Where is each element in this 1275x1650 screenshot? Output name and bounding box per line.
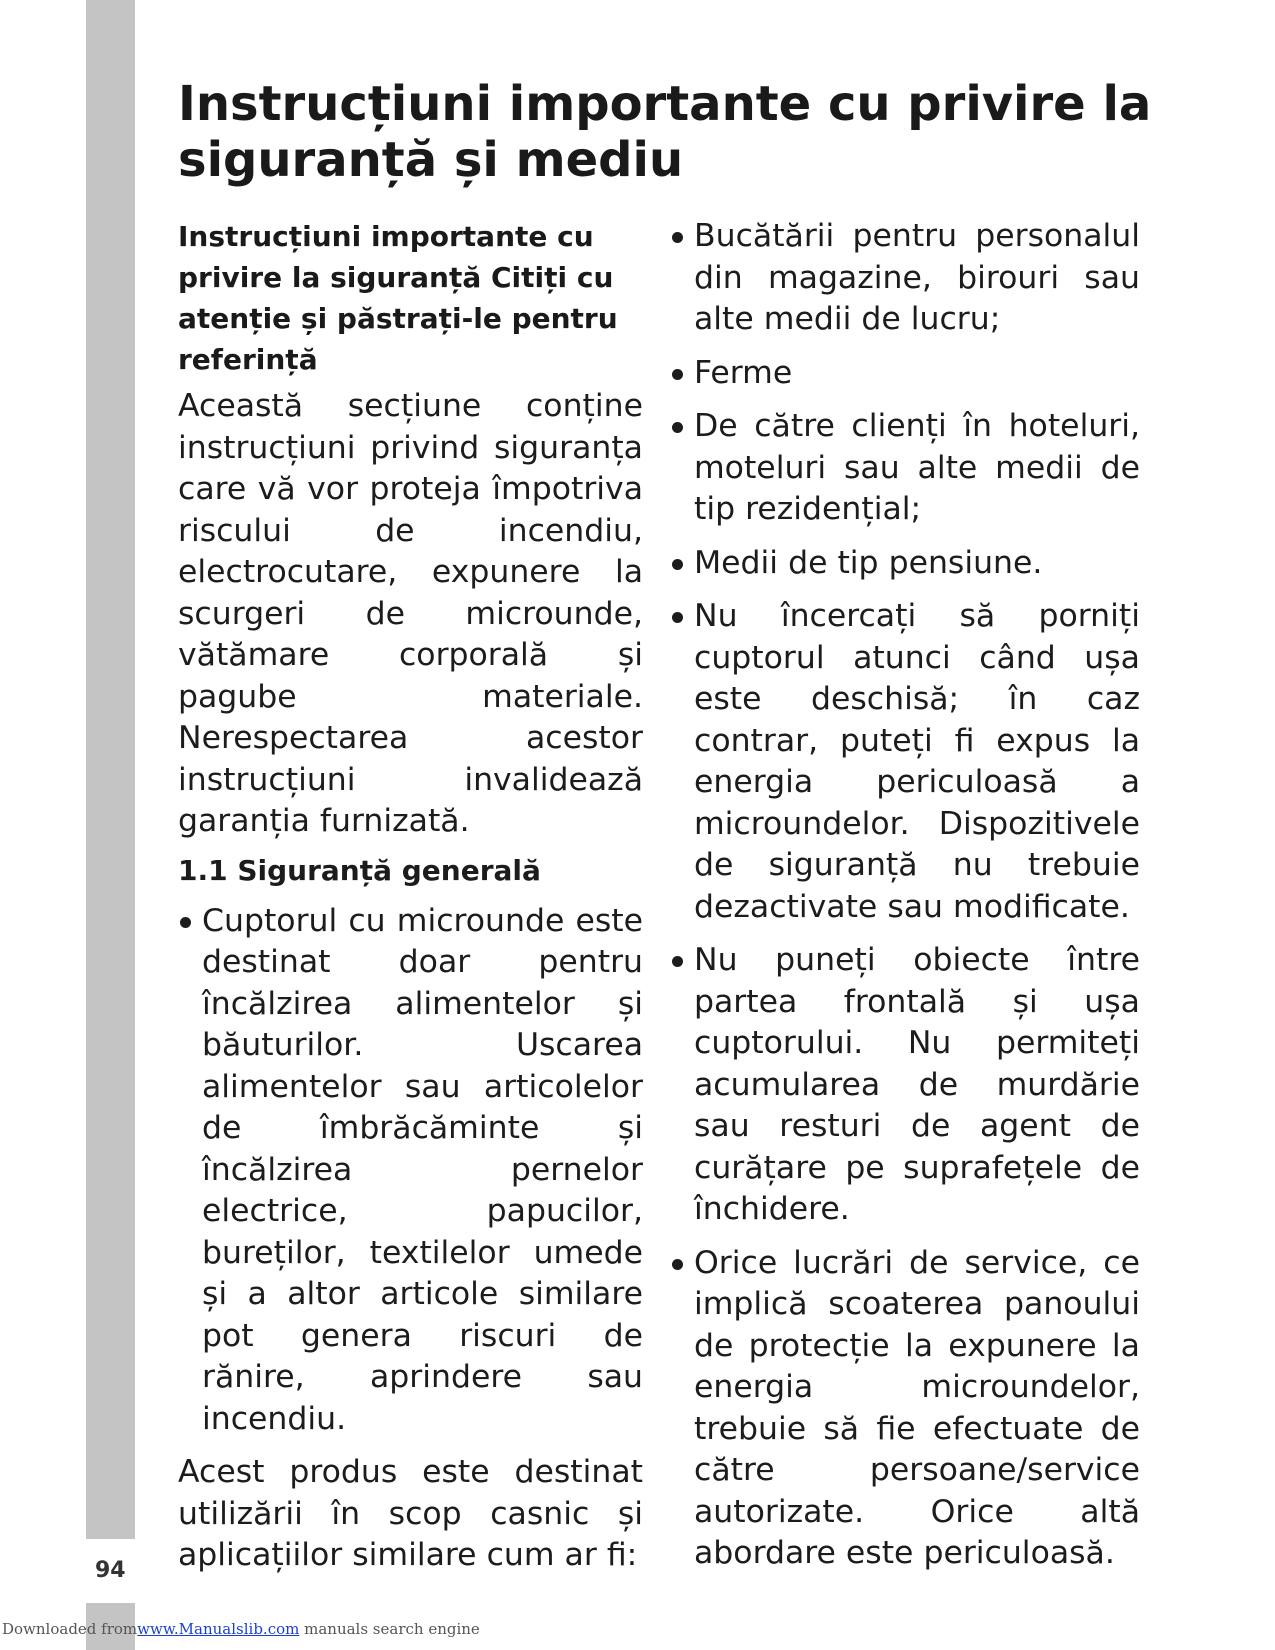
page-number: 94 (95, 1558, 126, 1583)
list-item: Cuptorul cu microunde este destinat doar pentru încălzirea alimentelor și băuturilor. Uscarea alimentelor sau articolelor de îmbrăcăminte și încălzirea pernelor electrice, papucilor, bureților, textilelor umede și a altor articole similare pot genera riscuri de rănire, aprindere sau incendiu. (178, 901, 643, 1441)
right-column (670, 216, 1140, 1587)
sidebar-bar (86, 0, 135, 1539)
list-item: Orice lucrări de service, ce implică scoaterea panoului de protecție la expunere la energia microundelor, trebuie să fie efectuate de către persoane/service autorizate. Orice altă abordare este periculoasă. (670, 1243, 1140, 1575)
footer-suffix: manuals search engine (299, 1620, 480, 1638)
list-item: Ferme (670, 353, 1140, 395)
download-footer (2, 1620, 480, 1638)
list-item: Nu încercați să porniți cuptorul atunci când ușa este deschisă; în caz contrar, puteți fi expus la energia periculoasă a microundelor. Dispozitivele de siguranță nu trebuie dezactivate sau modificate. (670, 596, 1140, 928)
outro-paragraph: Acest produs este destinat utilizării în scop casnic și aplicațiilor similare cum ar fi: (178, 1454, 643, 1573)
page-title: Instrucțiuni importante cu privire la siguranță și mediu (178, 76, 1152, 188)
left-column (178, 216, 643, 1577)
footer-prefix: Downloaded from (2, 1620, 138, 1638)
list-item: Nu puneți obiecte între partea frontală și ușa cuptorului. Nu permiteți acumularea de murdărie sau resturi de agent de curățare pe suprafețele de închidere. (670, 940, 1140, 1231)
left-subheading: Instrucțiuni importante cu privire la siguranță Citiți cu atenție și păstrați-le pentru referință (178, 220, 618, 376)
section-title: 1.1 Siguranță generală (178, 853, 541, 887)
list-item: Bucătării pentru personalul din magazine, birouri sau alte medii de lucru; (670, 216, 1140, 341)
list-item: De către clienți în hoteluri, moteluri sau alte medii de tip rezidențial; (670, 406, 1140, 531)
manualslib-link[interactable]: www.Manualslib.com (137, 1620, 300, 1638)
right-bullet-list (670, 216, 1140, 1575)
left-bullet-list (178, 901, 643, 1441)
intro-paragraph: Această secțiune conține instrucțiuni privind siguranța care vă vor proteja împotriva riscului de incendiu, electrocutare, expunere la scurgeri de microunde, vătămare corporală și pagube materiale. Nerespectarea acestor instrucțiuni invalidează garanția furnizată. (178, 388, 643, 839)
list-item: Medii de tip pensiune. (670, 543, 1140, 585)
